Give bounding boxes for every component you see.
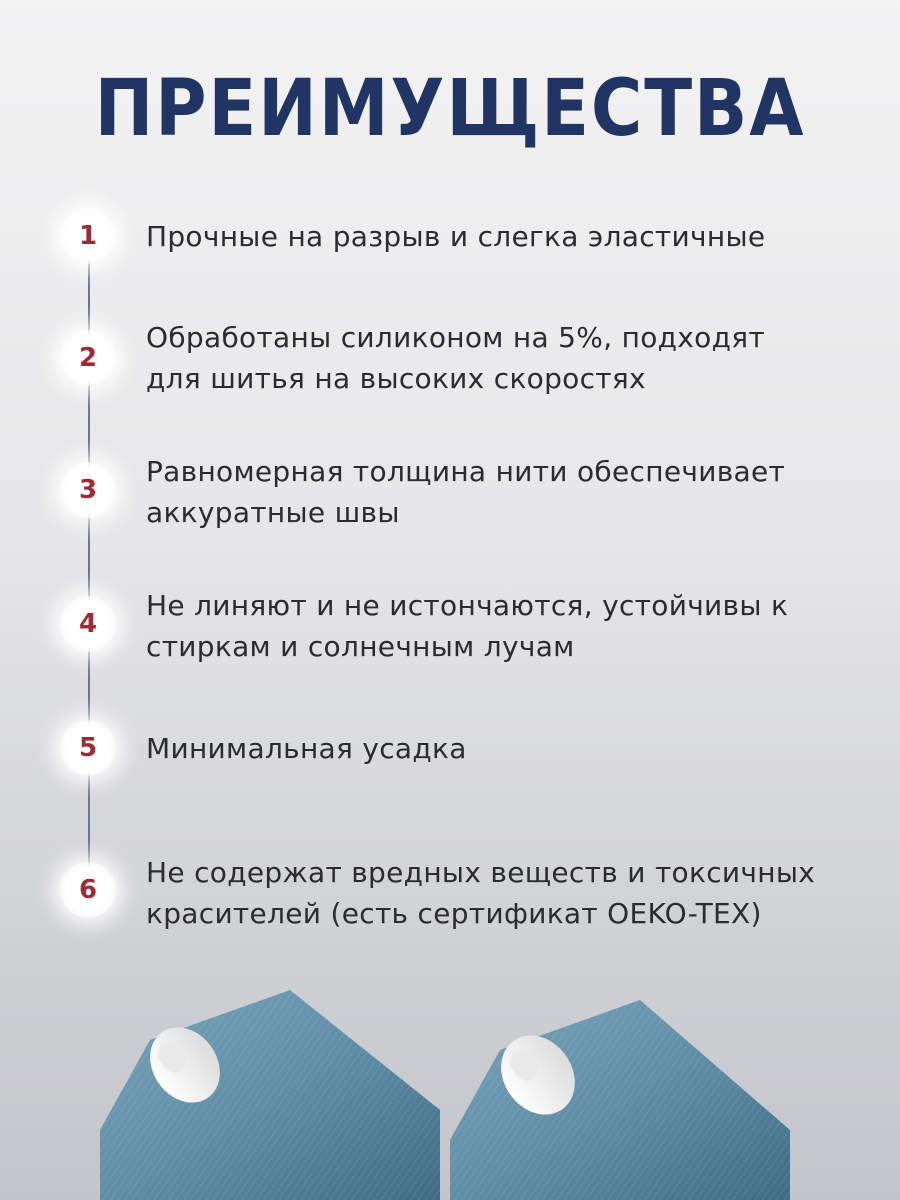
page-title: ПРЕИМУЩЕСТВА: [94, 64, 806, 154]
number-badge: 1: [60, 208, 116, 264]
number-badge: 5: [60, 720, 116, 776]
advantage-text: Прочные на разрыв и слегка эластичные: [146, 220, 766, 253]
thread-spools-icon: [0, 980, 900, 1200]
number-badge: 4: [60, 596, 116, 652]
advantage-text: Обработаны силиконом на 5%, подходят для шитья на высоких скоростях: [146, 321, 766, 395]
right-spool: [450, 1000, 790, 1200]
advantage-text: Минимальная усадка: [146, 732, 467, 765]
advantage-text: Не содержат вредных веществ и токсичных красителей (есть сертификат OEKO-TEX): [146, 856, 816, 930]
advantage-text: Равномерная толщина нити обеспечивает аккуратные швы: [146, 455, 786, 529]
number-badge: 2: [60, 330, 116, 386]
left-spool: [100, 990, 440, 1200]
advantage-text: Не линяют и не истончаются, устойчивы к стиркам и солнечным лучам: [146, 589, 789, 663]
number-badge: 3: [60, 462, 116, 518]
number-badge: 6: [60, 862, 116, 918]
